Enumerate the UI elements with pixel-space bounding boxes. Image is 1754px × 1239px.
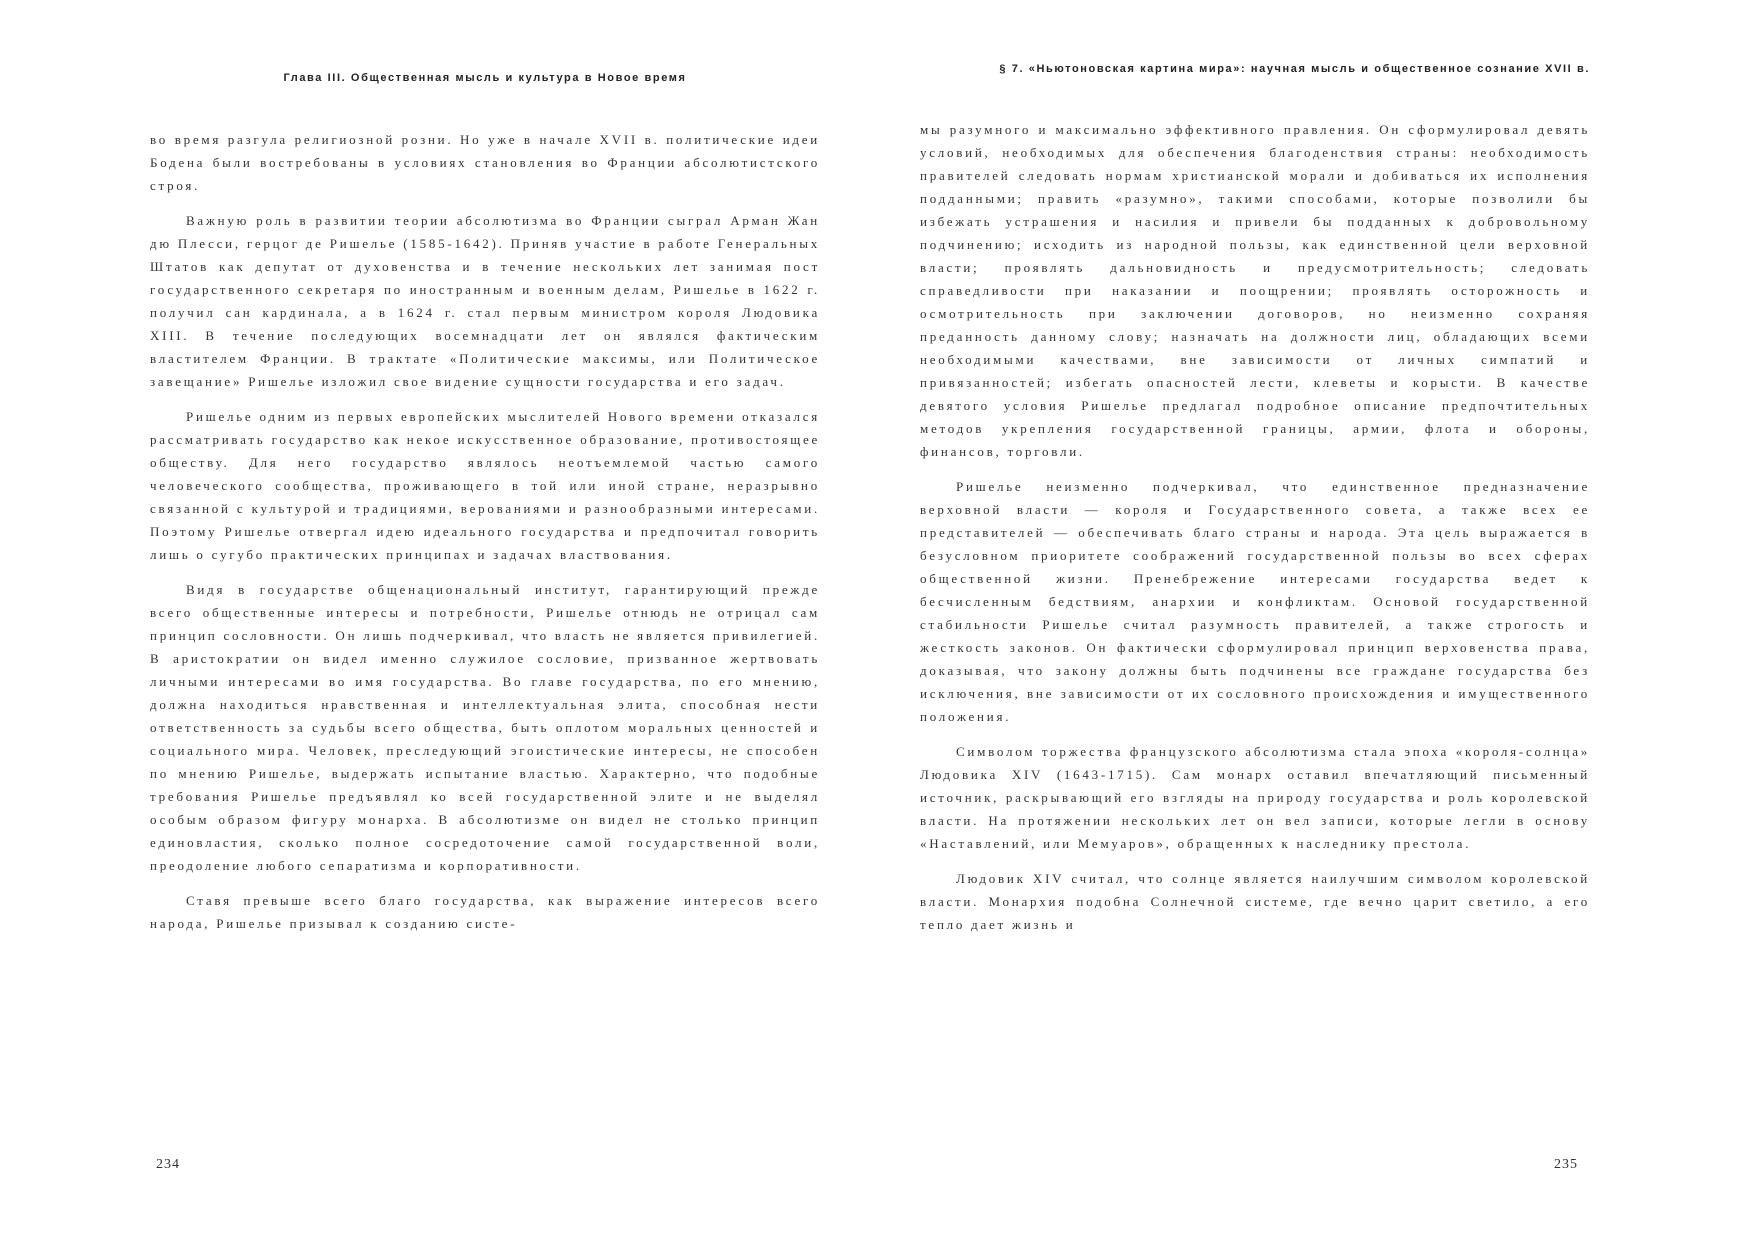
left-page xyxy=(150,0,820,1239)
paragraph: Ришелье одним из первых европейских мыслителей Нового времени отказался рассматривать государство как некое искусственное образование, противостоящее обществу. Для него государство являлось неотъемлемой частью самого человеческого сообщества, проживающего в той или иной стране, неразрывно связанной с культурой и традициями, верованиями и разнообразными интересами. Поэтому Ришелье отвергал идею идеального государства и предпочитал говорить лишь о сугубо практических принципах и задачах властвования. xyxy=(150,409,820,562)
paragraph: Ставя превыше всего благо государства, как выражение интересов всего народа, Ришелье призывал к созданию систе- xyxy=(150,893,820,931)
paragraph: Ришелье неизменно подчеркивал, что единственное предназначение верховной власти — короля и Государственного совета, а также всех ее представителей — обеспечивать благо страны и народа. Эта цель выражается в безусловном приоритете соображений государственной пользы во всех сферах общественной жизни. Пренебрежение интересами государства ведет к бесчисленным бедствиям, анархии и конфликтам. Основой государственной стабильности Ришелье считал разумность правителей, а также строгость и жесткость законов. Он фактически сформулировал принцип верховенства права, доказывая, что закону должны быть подчинены все граждане государства без исключения, вне зависимости от их сословного происхождения и имущественного положения. xyxy=(920,479,1590,724)
paragraph: Людовик XIV считал, что солнце является наилучшим символом королевской власти. Монархия подобна Солнечной системе, где вечно царит светило, а его тепло дает жизнь и xyxy=(920,871,1590,932)
page-body xyxy=(920,118,1590,948)
paragraph: Важную роль в развитии теории абсолютизма во Франции сыграл Арман Жан дю Плесси, герцог де Ришелье (1585-1642). Приняв участие в работе Генеральных Штатов как депутат от духовенства и в течение нескольких лет занимая пост государственного секретаря по иностранным и военным делам, Ришелье в 1622 г. получил сан кардинала, а в 1624 г. стал первым министром короля Людовика XIII. В течение последующих восемнадцати лет он являлся фактическим властителем Франции. В трактате «Политические максимы, или Политическое завещание» Ришелье изложил свое видение сущности государства и его задач. xyxy=(150,213,820,389)
paragraph: мы разумного и максимально эффективного правления. Он сформулировал девять условий, необходимых для обеспечения благоденствия страны: необходимость правителей следовать нормам христианской морали и добиваться их исполнения подданными; править «разумно», такими способами, которые позволили бы избежать устрашения и насилия и привели бы подданных к добровольному подчинению; исходить из народной пользы, как единственной цели верховной власти; проявлять дальновидность и предусмотрительность; следовать справедливости при наказании и поощрении; проявлять осторожность и осмотрительность при заключении договоров, но неизменно сохраняя преданность данному слову; назначать на должности лиц, обладающих всеми необходимыми качествами, вне зависимости от личных симпатий и привязанностей; избегать опасностей лести, клеветы и корысти. В качестве девятого условия Ришелье предлагал подробное описание предпочтительных методов укрепления государственной границы, армии, флота и обороны, финансов, торговли. xyxy=(920,122,1590,459)
running-head: Глава III. Общественная мысль и культура в Новое время xyxy=(283,72,687,84)
page-body xyxy=(150,128,820,947)
page-number: 235 xyxy=(1554,1157,1578,1172)
running-head: § 7. «Ньютоновская картина мира»: научная мысль и общественное сознание XVII в. xyxy=(999,63,1590,75)
right-page xyxy=(920,0,1590,1239)
paragraph: во время разгула религиозной розни. Но уже в начале XVII в. политические идеи Бодена были востребованы в условиях становления во Франции абсолютистского строя. xyxy=(150,132,820,193)
page-number: 234 xyxy=(156,1157,180,1172)
paragraph: Символом торжества французского абсолютизма стала эпоха «короля-солнца» Людовика XIV (1643-1715). Сам монарх оставил впечатляющий письменный источник, раскрывающий его взгляды на природу государства и роль королевской власти. На протяжении нескольких лет он вел записи, которые легли в основу «Наставлений, или Мемуаров», обращенных к наследнику престола. xyxy=(920,744,1590,851)
paragraph: Видя в государстве общенациональный институт, гарантирующий прежде всего общественные интересы и потребности, Ришелье отнюдь не отрицал сам принцип сословности. Он лишь подчеркивал, что власть не является привилегией. В аристократии он видел именно служилое сословие, призванное жертвовать личными интересами во имя государства. Во главе государства, по его мнению, должна находиться нравственная и интеллектуальная элита, способная нести ответственность за судьбы всего общества, быть оплотом моральных ценностей и социального мира. Человек, преследующий эгоистические интересы, не способен по мнению Ришелье, выдержать испытание властью. Характерно, что подобные требования Ришелье предъявлял ко всей государственной элите и не выделял особым образом фигуру монарха. В абсолютизме он видел не столько принцип единовластия, сколько полное сосредоточение самой государственной воли, преодоление любого сепаратизма и корпоративности. xyxy=(150,582,820,873)
